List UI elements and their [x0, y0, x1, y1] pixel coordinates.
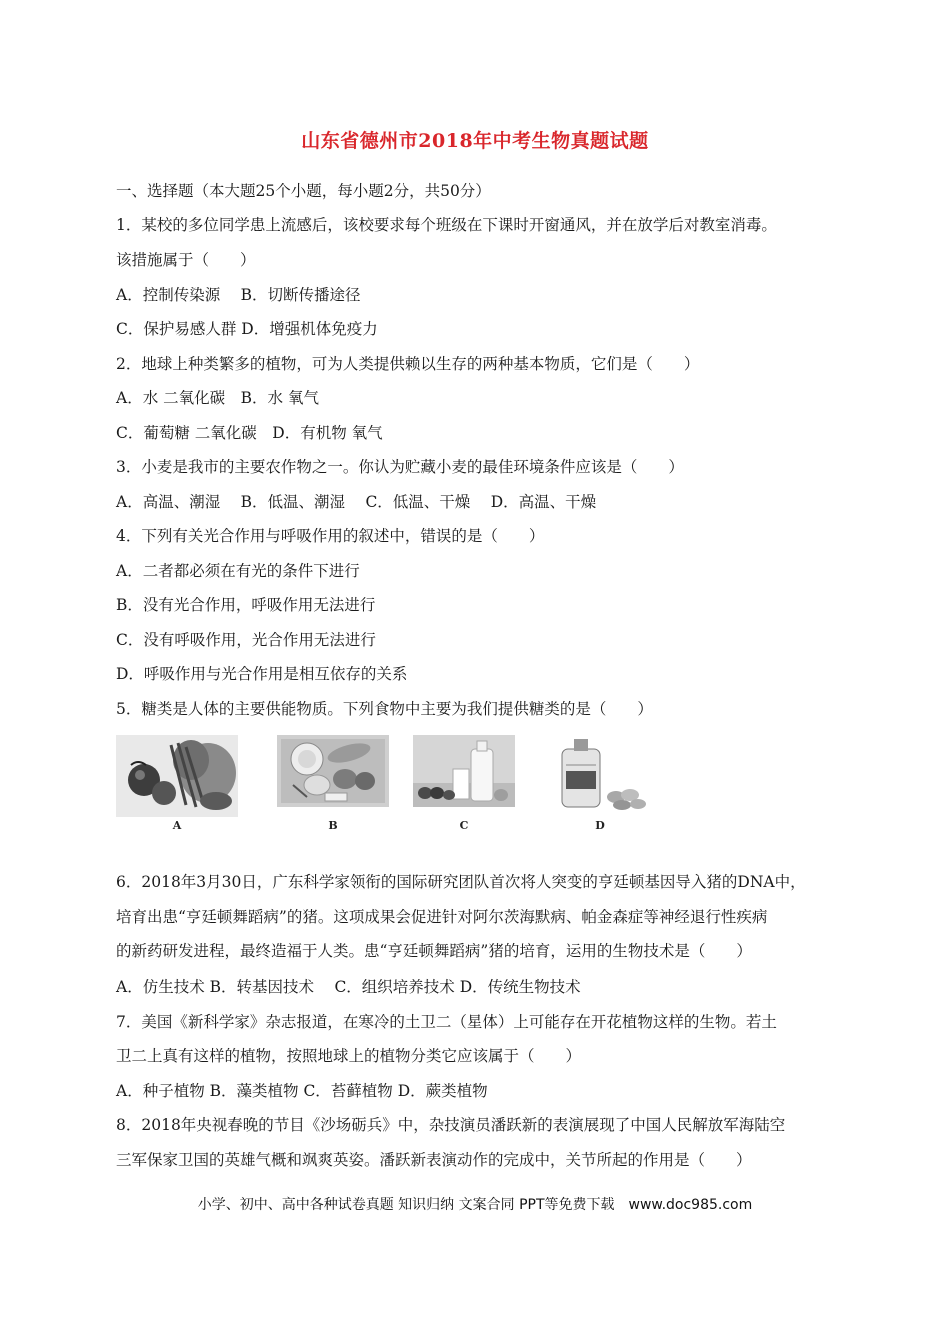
- question-8-line-2: 三军保家卫国的英雄气概和飒爽英姿。潘跃新表演动作的完成中，关节所起的作用是（ ）: [116, 1151, 752, 1169]
- question-2-option-line-1: A．水 二氧化碳 B．水 氧气: [116, 389, 319, 407]
- question-6-option-line-1: A．仿生技术 B．转基因技术 C．组织培养技术 D．传统生物技术: [116, 978, 581, 996]
- page-footer: 小学、初中、高中各种试卷真题 知识归纳 文案合同 PPT等免费下载 www.doc985.com: [197, 1197, 753, 1213]
- question-7-option-line-1: A．种子植物 B．藻类植物 C．苔藓植物 D．蕨类植物: [116, 1082, 488, 1100]
- image-label-b: B: [328, 819, 338, 832]
- milk-eggs-image: [413, 735, 515, 807]
- question-6-line-2: 培育出患“亨廷顿舞蹈病”的猪。这项成果会促进针对阿尔茨海默病、帕金森症等神经退行性疾病: [116, 908, 768, 926]
- question-4-option-line-4: D．呼吸作用与光合作用是相互依存的关系: [116, 665, 408, 683]
- image-label-a: A: [172, 819, 182, 832]
- question-1-option-line-1: A．控制传染源 B．切断传播途径: [116, 286, 361, 304]
- question-2-line-1: 2．地球上种类繁多的植物，可为人类提供赖以生存的两种基本物质，它们是（ ）: [116, 355, 700, 373]
- question-3-line-1: 3．小麦是我市的主要农作物之一。你认为贮藏小麦的最佳环境条件应该是（ ）: [116, 458, 684, 476]
- question-4-option-line-2: B．没有光合作用，呼吸作用无法进行: [116, 596, 376, 614]
- question-3-option-line-1: A．高温、潮湿 B．低温、潮湿 C．低温、干燥 D．高温、干燥: [116, 493, 597, 511]
- question-7-line-1: 7．美国《新科学家》杂志报道，在寒冷的土卫二（星体）上可能存在开花植物这样的生物。若土: [116, 1013, 777, 1031]
- question-6-line-3: 的新药研发进程，最终造福于人类。患“亨廷顿舞蹈病”猪的培育，运用的生物技术是（ ）: [116, 942, 752, 960]
- question-6-line-1: 6．2018年3月30日，广东科学家领衔的国际研究团队首次将人突变的亨廷顿基因导入猪的DNA中，: [116, 873, 806, 891]
- image-label-c: C: [459, 819, 469, 832]
- question-4-option-line-1: A．二者都必须在有光的条件下进行: [116, 562, 360, 580]
- question-7-line-2: 卫二上真有这样的植物，按照地球上的植物分类它应该属于（ ）: [116, 1047, 582, 1065]
- question-1-line-1: 1．某校的多位同学患上流感后，该校要求每个班级在下课时开窗通风，并在放学后对教室消毒。: [116, 216, 777, 234]
- staple-foods-image: [277, 735, 389, 807]
- question-1-line-2: 该措施属于（ ）: [116, 251, 256, 269]
- oil-nuts-image: [552, 735, 652, 811]
- question-5-images: [116, 735, 656, 835]
- question-2-option-line-2: C．葡萄糖 二氧化碳 D．有机物 氧气: [116, 424, 383, 442]
- image-label-d: D: [595, 819, 605, 832]
- question-4-line-1: 4．下列有关光合作用与呼吸作用的叙述中，错误的是（ ）: [116, 527, 545, 545]
- vegetables-image: [116, 735, 238, 817]
- question-1-option-line-2: C．保护易感人群 D．增强机体免疫力: [116, 320, 378, 338]
- question-4-option-line-3: C．没有呼吸作用，光合作用无法进行: [116, 631, 376, 649]
- document-title: 山东省德州市2018年中考生物真题试题: [301, 130, 649, 152]
- question-5-line-1: 5．糖类是人体的主要供能物质。下列食物中主要为我们提供糖类的是（ ）: [116, 700, 653, 718]
- section-heading: 一、选择题（本大题25个小题，每小题2分，共50分）: [116, 182, 491, 200]
- question-8-line-1: 8．2018年央视春晚的节目《沙场砺兵》中，杂技演员潘跃新的表演展现了中国人民解放军海陆空: [116, 1116, 786, 1134]
